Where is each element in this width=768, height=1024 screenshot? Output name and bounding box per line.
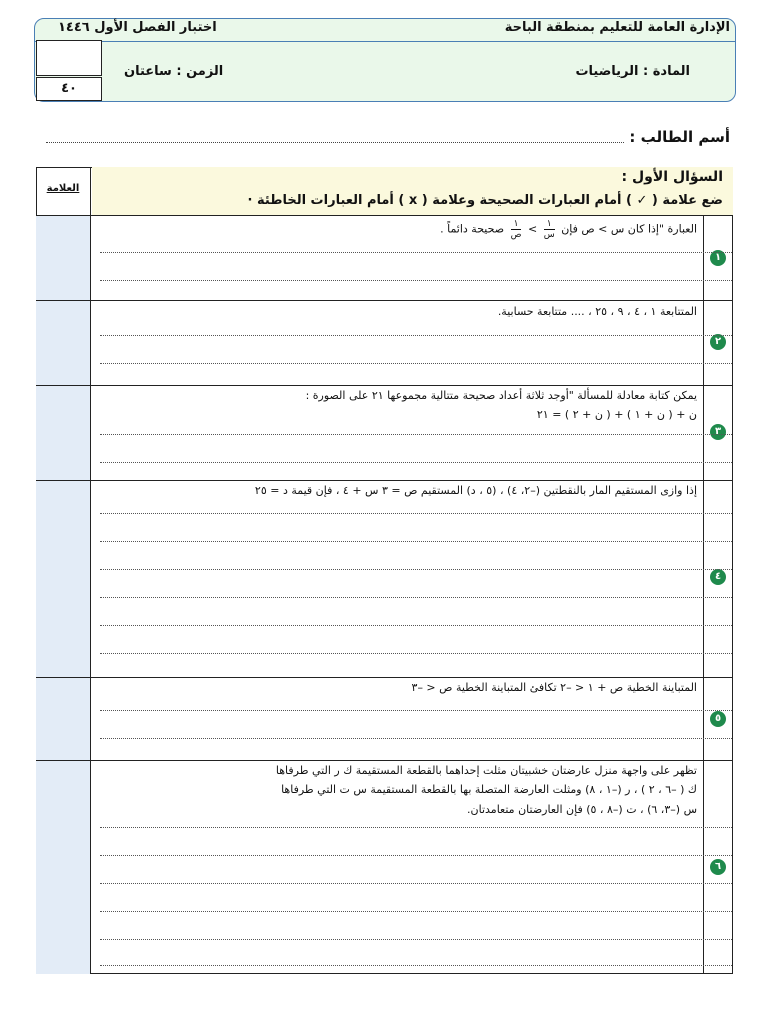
question-number: ٥	[710, 711, 726, 727]
answer-line[interactable]	[100, 280, 732, 281]
fraction-1-over-s: $\frac{١}{\text{س}}$	[543, 219, 555, 240]
answer-line[interactable]	[100, 827, 732, 828]
answer-line[interactable]	[100, 252, 732, 253]
question-row-1	[36, 215, 733, 300]
answer-line[interactable]	[100, 965, 732, 966]
answer-line[interactable]	[100, 653, 732, 654]
number-cell	[703, 216, 733, 300]
question-text-line-1: يمكن كتابة معادلة للمسألة "أوجد ثلاثة أعداد صحيحة متتالية مجموعها ٢١ على الصورة :	[305, 389, 697, 402]
exam-title: اختبار الفصل الأول ١٤٤٦	[58, 20, 217, 35]
question-number: ١	[710, 250, 726, 266]
number-cell	[703, 678, 733, 760]
header-divider	[35, 41, 735, 42]
answer-line[interactable]	[100, 513, 732, 514]
question-text: المتتابعة ١ ، ٤ ، ٩ ، ٢٥ ، .... متتابعة حسابية.	[497, 305, 697, 318]
student-name-field[interactable]	[46, 142, 624, 143]
answer-line[interactable]	[100, 569, 732, 570]
total-marks: ٤٠	[36, 77, 102, 101]
grade-cell[interactable]	[36, 386, 91, 480]
answer-line[interactable]	[100, 939, 732, 940]
question-title: السؤال الأول :	[621, 169, 723, 185]
answer-line[interactable]	[100, 738, 732, 739]
question-row-5	[36, 677, 733, 760]
answer-line[interactable]	[100, 883, 732, 884]
statement-part-a: العبارة "إذا كان س > ص فإن	[561, 222, 697, 236]
number-cell	[703, 386, 733, 480]
answer-line[interactable]	[100, 541, 732, 542]
answer-line[interactable]	[100, 710, 732, 711]
grade-column-header: العلامة	[36, 167, 91, 215]
statement-part-b: صحيحة دائماً .	[440, 222, 505, 236]
answer-line[interactable]	[100, 335, 732, 336]
subject-label: المادة : الرياضيات	[575, 64, 690, 79]
question-text-line-2: ن + ( ن + ١ ) + ( ن + ٢ ) = ٢١	[536, 408, 697, 421]
number-cell	[703, 761, 733, 974]
answer-line[interactable]	[100, 462, 732, 463]
comparison-operator: >	[527, 222, 538, 236]
time-label: الزمن : ساعتان	[124, 64, 224, 79]
student-name-label: أسم الطالب :	[629, 128, 730, 146]
answer-line[interactable]	[100, 597, 732, 598]
answer-line[interactable]	[100, 363, 732, 364]
question-text-line-1: تظهر على واجهة منزل عارضتان خشبيتان مثلت إحداهما بالقطعة المستقيمة ك ر التي طرفاها	[275, 764, 697, 777]
score-box[interactable]	[36, 40, 102, 76]
question-text-line-3: س (–٣، ٦) ، ت (–٨ ، ٥) فإن العارضتان متعامدتان.	[467, 803, 697, 816]
question-number: ٦	[710, 859, 726, 875]
grade-cell[interactable]	[36, 481, 91, 677]
question-text-line-2: ك ( –٦ ، ٢ ) ، ر (–١ ، ٨) ومثلت العارضة المتصلة بها بالقطعة المستقيمة س ت التي طرفاها	[281, 783, 697, 796]
question-text: إذا وازى المستقيم المار بالنقطتين (–٢، ٤) ، (٥ ، د) المستقيم ص = ٣ س + ٤ ، فإن قيمة د = ٢٥	[254, 484, 697, 497]
question-number: ٣	[710, 424, 726, 440]
question-number: ٤	[710, 569, 726, 585]
fraction-1-over-y: $\frac{١}{\text{ص}}$	[510, 219, 522, 240]
grade-cell[interactable]	[36, 216, 91, 300]
question-text: المتباينة الخطية ص + ١ < –٢ تكافئ المتباينة الخطية ص < –٣	[411, 681, 697, 694]
authority-title: الإدارة العامة للتعليم بمنطقة الباحة	[504, 20, 730, 35]
grade-cell[interactable]	[36, 678, 91, 760]
question-text	[440, 219, 697, 240]
answer-line[interactable]	[100, 434, 732, 435]
grade-cell[interactable]	[36, 301, 91, 385]
question-row-3	[36, 385, 733, 480]
question-title-row	[36, 167, 733, 215]
question-row-4	[36, 480, 733, 677]
question-row-6	[36, 760, 733, 974]
question-number: ٢	[710, 334, 726, 350]
question-row-2	[36, 300, 733, 385]
answer-line[interactable]	[100, 911, 732, 912]
grade-cell[interactable]	[36, 761, 91, 974]
answer-line[interactable]	[100, 625, 732, 626]
answer-line[interactable]	[100, 855, 732, 856]
question-instruction: ضع علامة ( ✓ ) أمام العبارات الصحيحة وعلامة ( x ) أمام العبارات الخاطئة ·	[247, 193, 723, 208]
number-cell	[703, 301, 733, 385]
number-cell	[703, 481, 733, 677]
